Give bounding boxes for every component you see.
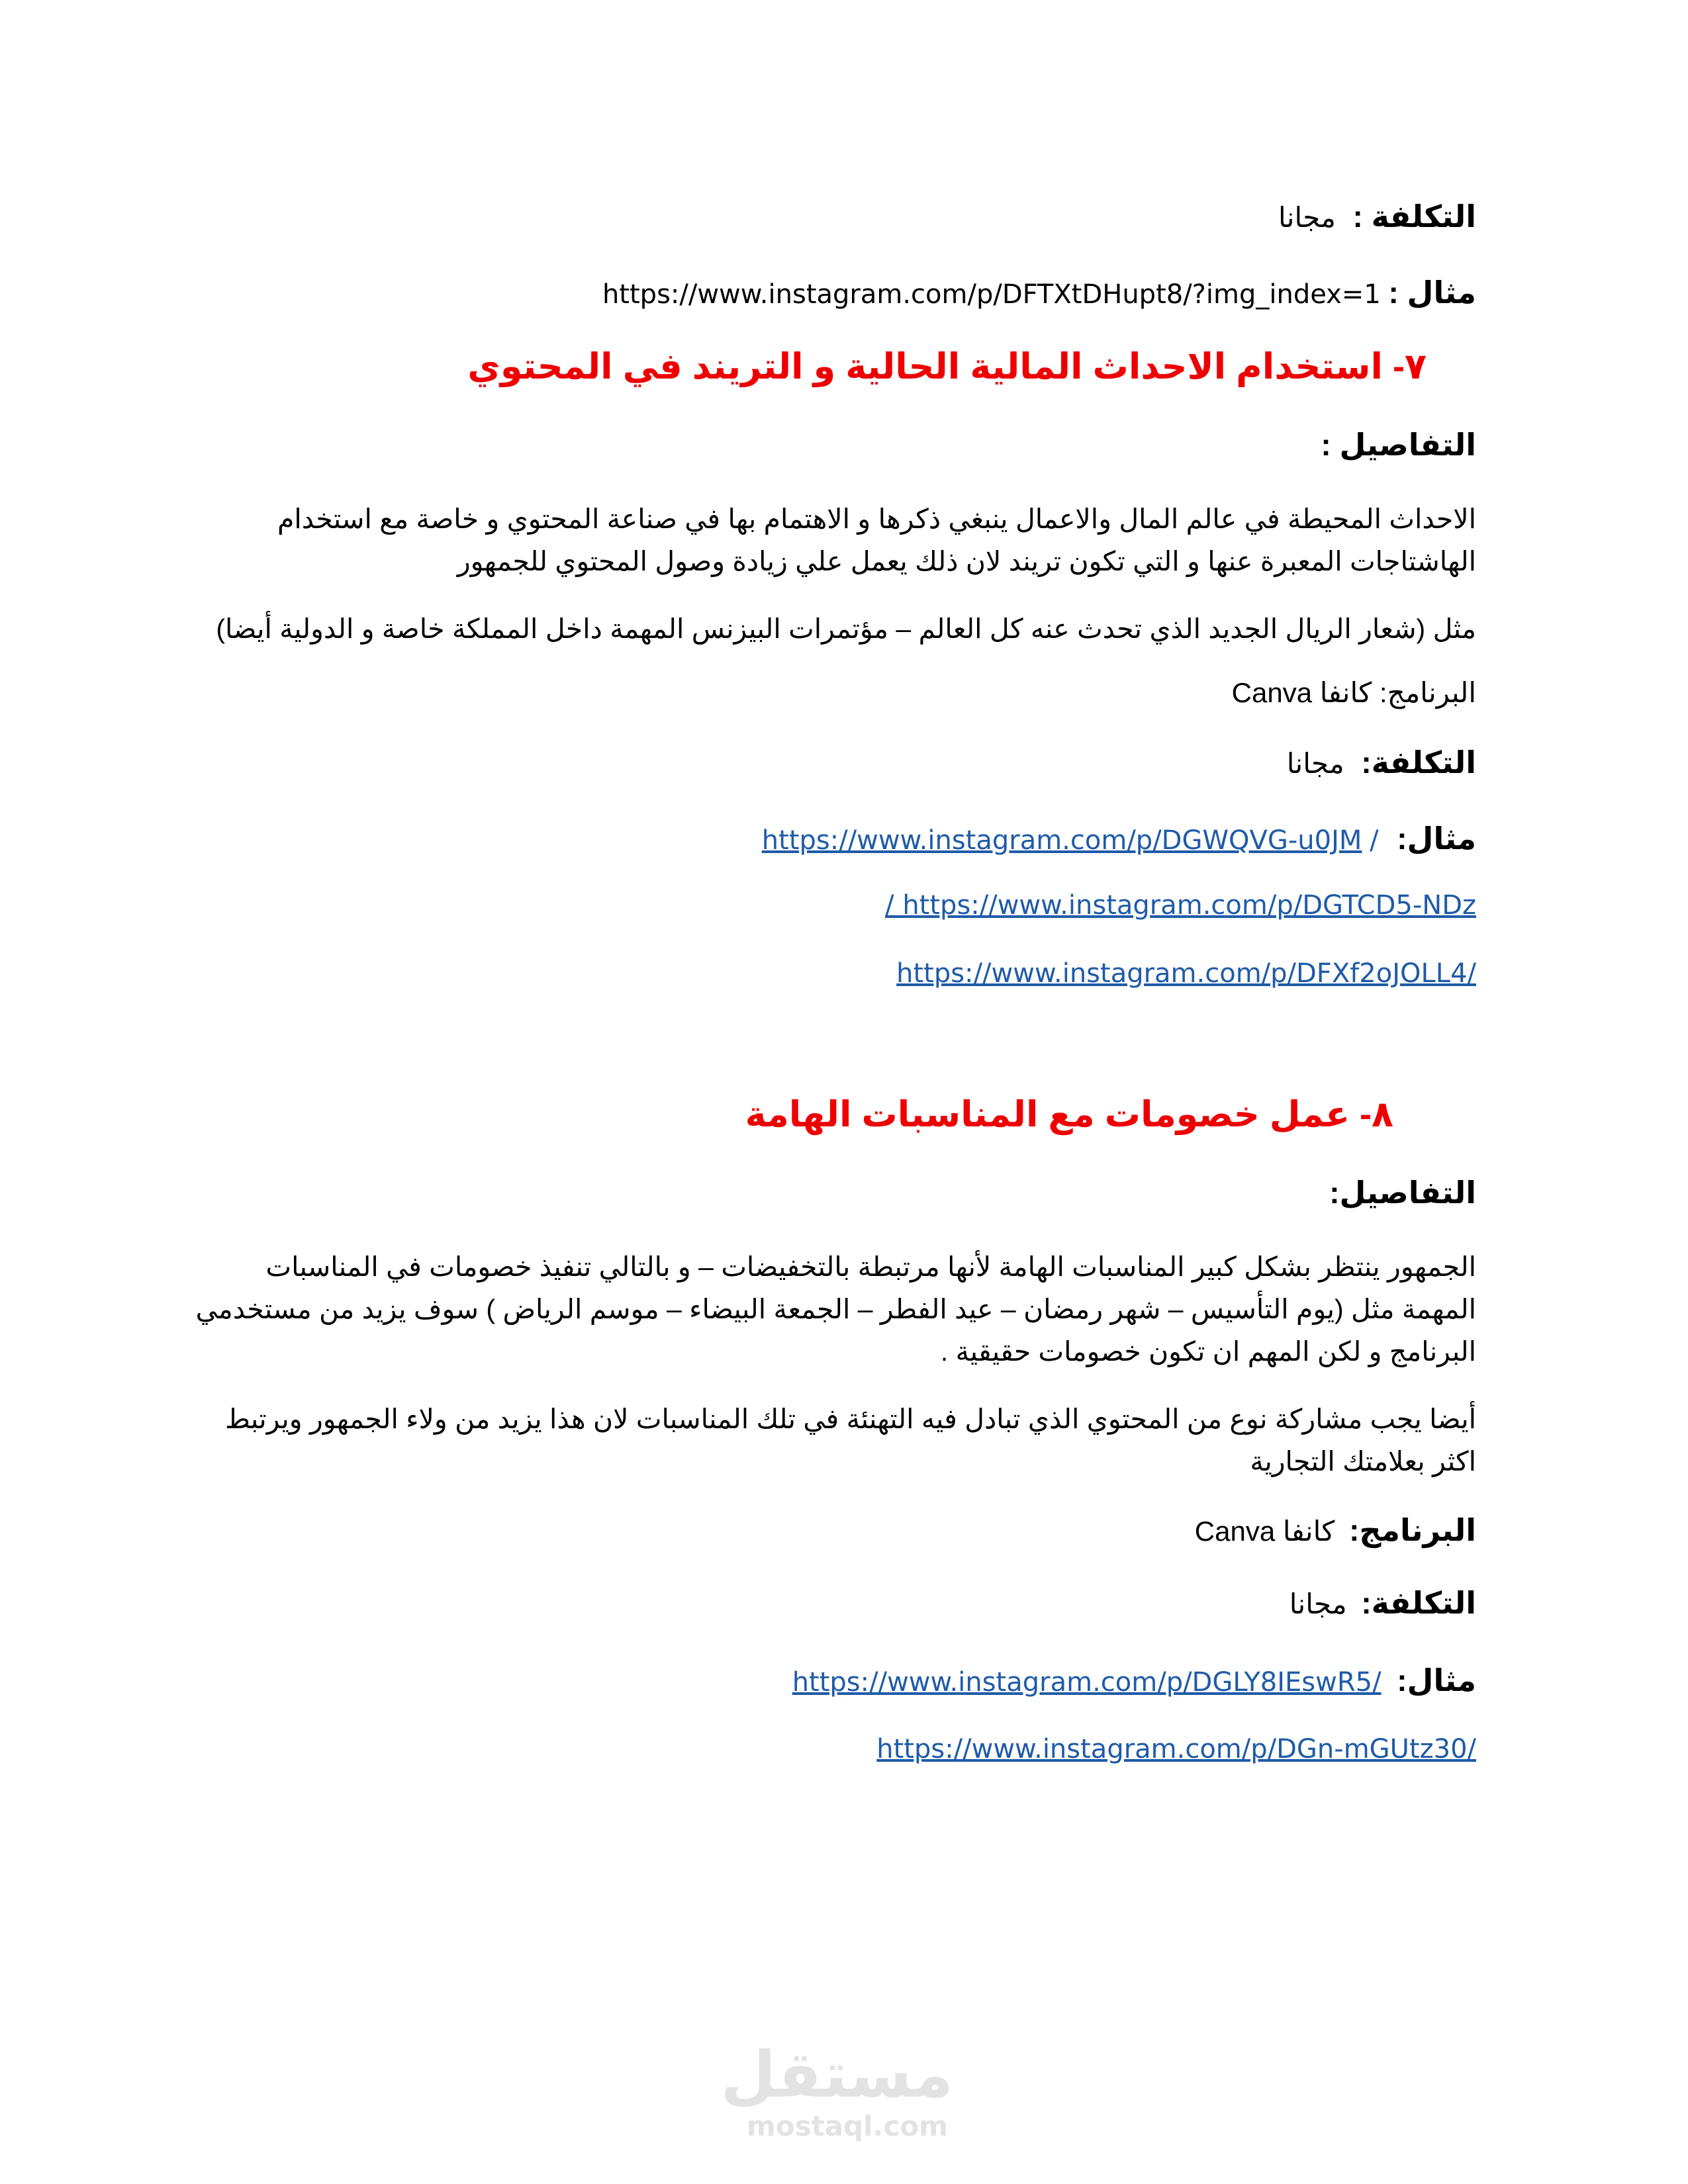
section-8-heading: ٨- عمل خصومات مع المناسبات الهامة xyxy=(745,1095,1393,1134)
example-label: مثال: xyxy=(1397,1663,1476,1698)
section-8-program-line xyxy=(1195,1512,1476,1548)
section-8-paragraph-2: أيضا يجب مشاركة نوع من المحتوي الذي تبادل فيه التهنئة في تلك المناسبات لان هذا يزيد من ولاء الجمهور ويرتبط اكثر بعلامتك التجارية xyxy=(225,1404,1476,1477)
section-7-heading: ٧- استخدام الاحداث المالية الحالية و التريند في المحتوي xyxy=(467,347,1427,387)
cost-label: التكلفة : xyxy=(1352,199,1476,234)
link-slash-mark[interactable]: / xyxy=(1370,825,1379,856)
instagram-link[interactable]: / https://www.instagram.com/p/DGTCD5-NDz xyxy=(885,890,1476,921)
instagram-link[interactable]: https://www.instagram.com/p/DGWQVG-u0JM xyxy=(761,825,1362,856)
program-value: كانفا Canva xyxy=(1194,1516,1335,1547)
section-8-example-line xyxy=(792,1662,1476,1698)
program-label: البرنامج: xyxy=(1349,1513,1476,1547)
section-8-paragraph-1: الجمهور ينتظر بشكل كبير المناسبات الهامة لأنها مرتبطة بالتخفيضات – و بالتالي تنفيذ خصومات في المناسبات المهمة مثل (يوم التأسيس – شهر رمضان – عيد الفطر – الجمعة البيضاء – موسم الرياض ) سوف يزيد من مستخدمي البرنامج و لكن المهم ان تكون خصومات حقيقية . xyxy=(195,1251,1476,1367)
section-8-details-line xyxy=(1329,1175,1476,1210)
example-label: مثال : xyxy=(1388,275,1476,310)
section-7-example-line xyxy=(762,821,1476,856)
watermark-arabic: مستقل xyxy=(720,2038,953,2112)
cost-label: التكلفة: xyxy=(1361,745,1476,780)
instagram-link[interactable]: https://www.instagram.com/p/DGn-mGUtz30/ xyxy=(876,1734,1476,1764)
details-label: التفاصيل : xyxy=(1321,428,1476,462)
section-8-cost-line xyxy=(1289,1585,1476,1621)
section-7-paragraph-1: الاحداث المحيطة في عالم المال والاعمال ينبغي ذكرها و الاهتمام بها في صناعة المحتوي و خاصة مع استخدام الهاشتاجات المعبرة عنها و التي تكون تريند لان ذلك يعمل علي زيادة وصول المحتوي للجمهور xyxy=(277,504,1476,576)
details-label: التفاصيل: xyxy=(1329,1175,1476,1210)
section-7-cost-line xyxy=(1287,745,1476,780)
cost-label: التكلفة: xyxy=(1361,1586,1476,1620)
cost-value: مجانا xyxy=(1278,202,1336,233)
cost-line xyxy=(1278,199,1476,234)
section-7-program-line: البرنامج: كانفا Canva xyxy=(1231,677,1476,708)
example-line xyxy=(602,275,1476,310)
mostaql-watermark xyxy=(720,2038,953,2142)
cost-value: مجانا xyxy=(1289,1588,1347,1619)
section-7-paragraph-2: مثل (شعار الريال الجديد الذي تحدث عنه كل العالم – مؤتمرات البيزنس المهمة داخل المملكة خاصة و الدولية أيضا) xyxy=(216,614,1476,644)
section-7-details-line xyxy=(1321,427,1476,463)
example-label: مثال: xyxy=(1397,821,1476,856)
watermark-latin: mostaql.com xyxy=(747,2110,948,2142)
instagram-link[interactable]: https://www.instagram.com/p/DGLY8IEswR5/ xyxy=(792,1667,1382,1698)
example-url: https://www.instagram.com/p/DFTXtDHupt8/?img_index=1 xyxy=(602,279,1381,310)
cost-value: مجانا xyxy=(1286,748,1344,779)
instagram-link[interactable]: https://www.instagram.com/p/DFXf2oJOLL4/ xyxy=(896,958,1476,989)
